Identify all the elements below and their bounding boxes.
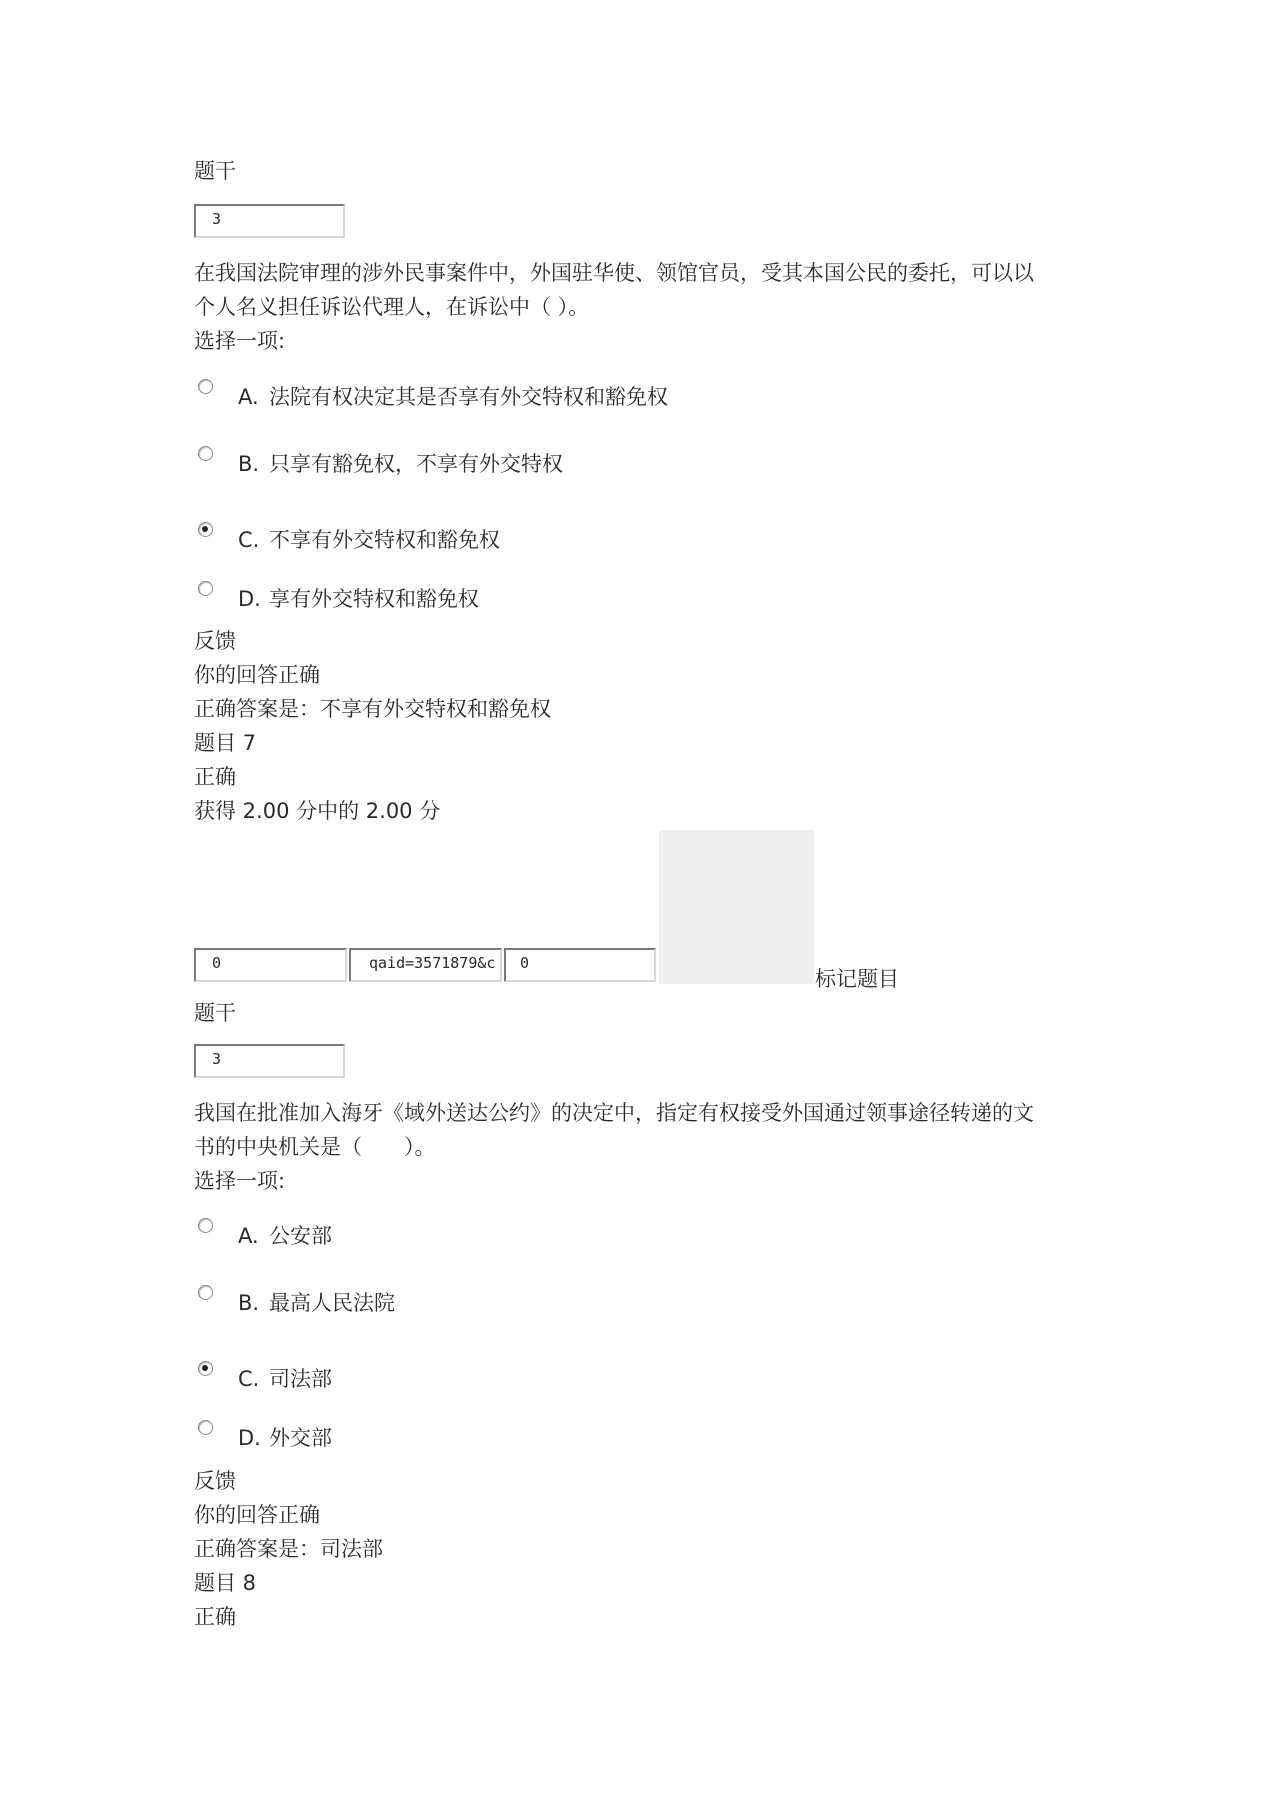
- correct-answer: 正确答案是：不享有外交特权和豁免权: [194, 697, 551, 721]
- question-number: 题目 8: [194, 1571, 257, 1595]
- option-b-radio[interactable]: [198, 446, 213, 461]
- stem-label: 题干: [194, 1001, 236, 1025]
- flag-image-placeholder[interactable]: [659, 830, 814, 984]
- option-letter: B.: [238, 452, 260, 476]
- option-a-radio[interactable]: [198, 379, 213, 394]
- feedback-result: 你的回答正确: [194, 1503, 320, 1527]
- option-b-radio[interactable]: [198, 1285, 213, 1300]
- question-text-line1: 我国在批准加入海牙《域外送达公约》的决定中，指定有权接受外国通过领事途径转递的文: [194, 1101, 1034, 1125]
- option-letter: C.: [238, 528, 260, 552]
- hidden-field-flag[interactable]: 0: [504, 948, 656, 982]
- option-text: 外交部: [269, 1426, 332, 1450]
- option-letter: C.: [238, 1367, 260, 1391]
- stem-label: 题干: [194, 159, 236, 183]
- question-score: 获得 2.00 分中的 2.00 分: [194, 799, 441, 823]
- option-a-radio[interactable]: [198, 1218, 213, 1233]
- feedback-label: 反馈: [194, 1469, 236, 1493]
- option-a-label[interactable]: [238, 1219, 332, 1253]
- feedback-label: 反馈: [194, 629, 236, 653]
- option-d-radio[interactable]: [198, 1420, 213, 1435]
- choose-one-label: 选择一项:: [194, 1169, 286, 1193]
- option-letter: B.: [238, 1291, 260, 1315]
- option-c-radio[interactable]: [198, 1361, 213, 1376]
- option-letter: D.: [238, 1426, 261, 1450]
- hidden-field-qaid[interactable]: qaid=3571879&c: [349, 948, 502, 982]
- option-text: 公安部: [269, 1224, 332, 1248]
- question-number: 题目 7: [194, 731, 257, 755]
- option-c-label[interactable]: [238, 1362, 332, 1396]
- question-text-line2: 个人名义担任诉讼代理人，在诉讼中（ ）。: [194, 295, 590, 319]
- question-status: 正确: [194, 765, 236, 789]
- choose-one-label: 选择一项:: [194, 329, 286, 353]
- option-text: 不享有外交特权和豁免权: [269, 528, 500, 552]
- option-b-label[interactable]: [238, 447, 563, 481]
- stem-number-field[interactable]: 3: [194, 1044, 345, 1078]
- option-text: 享有外交特权和豁免权: [269, 587, 479, 611]
- option-letter: A.: [238, 385, 259, 409]
- option-letter: A.: [238, 1224, 259, 1248]
- option-c-label[interactable]: [238, 523, 500, 557]
- question-status: 正确: [194, 1605, 236, 1629]
- question-text-line2: 书的中央机关是（ ）。: [194, 1135, 436, 1159]
- option-letter: D.: [238, 587, 261, 611]
- flag-question-link[interactable]: 标记题目: [815, 967, 899, 991]
- option-c-radio[interactable]: [198, 522, 213, 537]
- feedback-result: 你的回答正确: [194, 663, 320, 687]
- option-d-label[interactable]: [238, 1421, 332, 1455]
- option-text: 只享有豁免权，不享有外交特权: [269, 452, 563, 476]
- option-text: 法院有权决定其是否享有外交特权和豁免权: [269, 385, 668, 409]
- option-d-label[interactable]: [238, 582, 479, 616]
- option-d-radio[interactable]: [198, 581, 213, 596]
- option-b-label[interactable]: [238, 1286, 395, 1320]
- correct-answer: 正确答案是：司法部: [194, 1537, 383, 1561]
- option-text: 司法部: [269, 1367, 332, 1391]
- stem-number-field[interactable]: 3: [194, 204, 345, 238]
- question-text-line1: 在我国法院审理的涉外民事案件中，外国驻华使、领馆官员，受其本国公民的委托，可以以: [194, 261, 1034, 285]
- option-text: 最高人民法院: [269, 1291, 395, 1315]
- option-a-label[interactable]: [238, 380, 668, 414]
- hidden-field-sequence[interactable]: 0: [194, 948, 347, 982]
